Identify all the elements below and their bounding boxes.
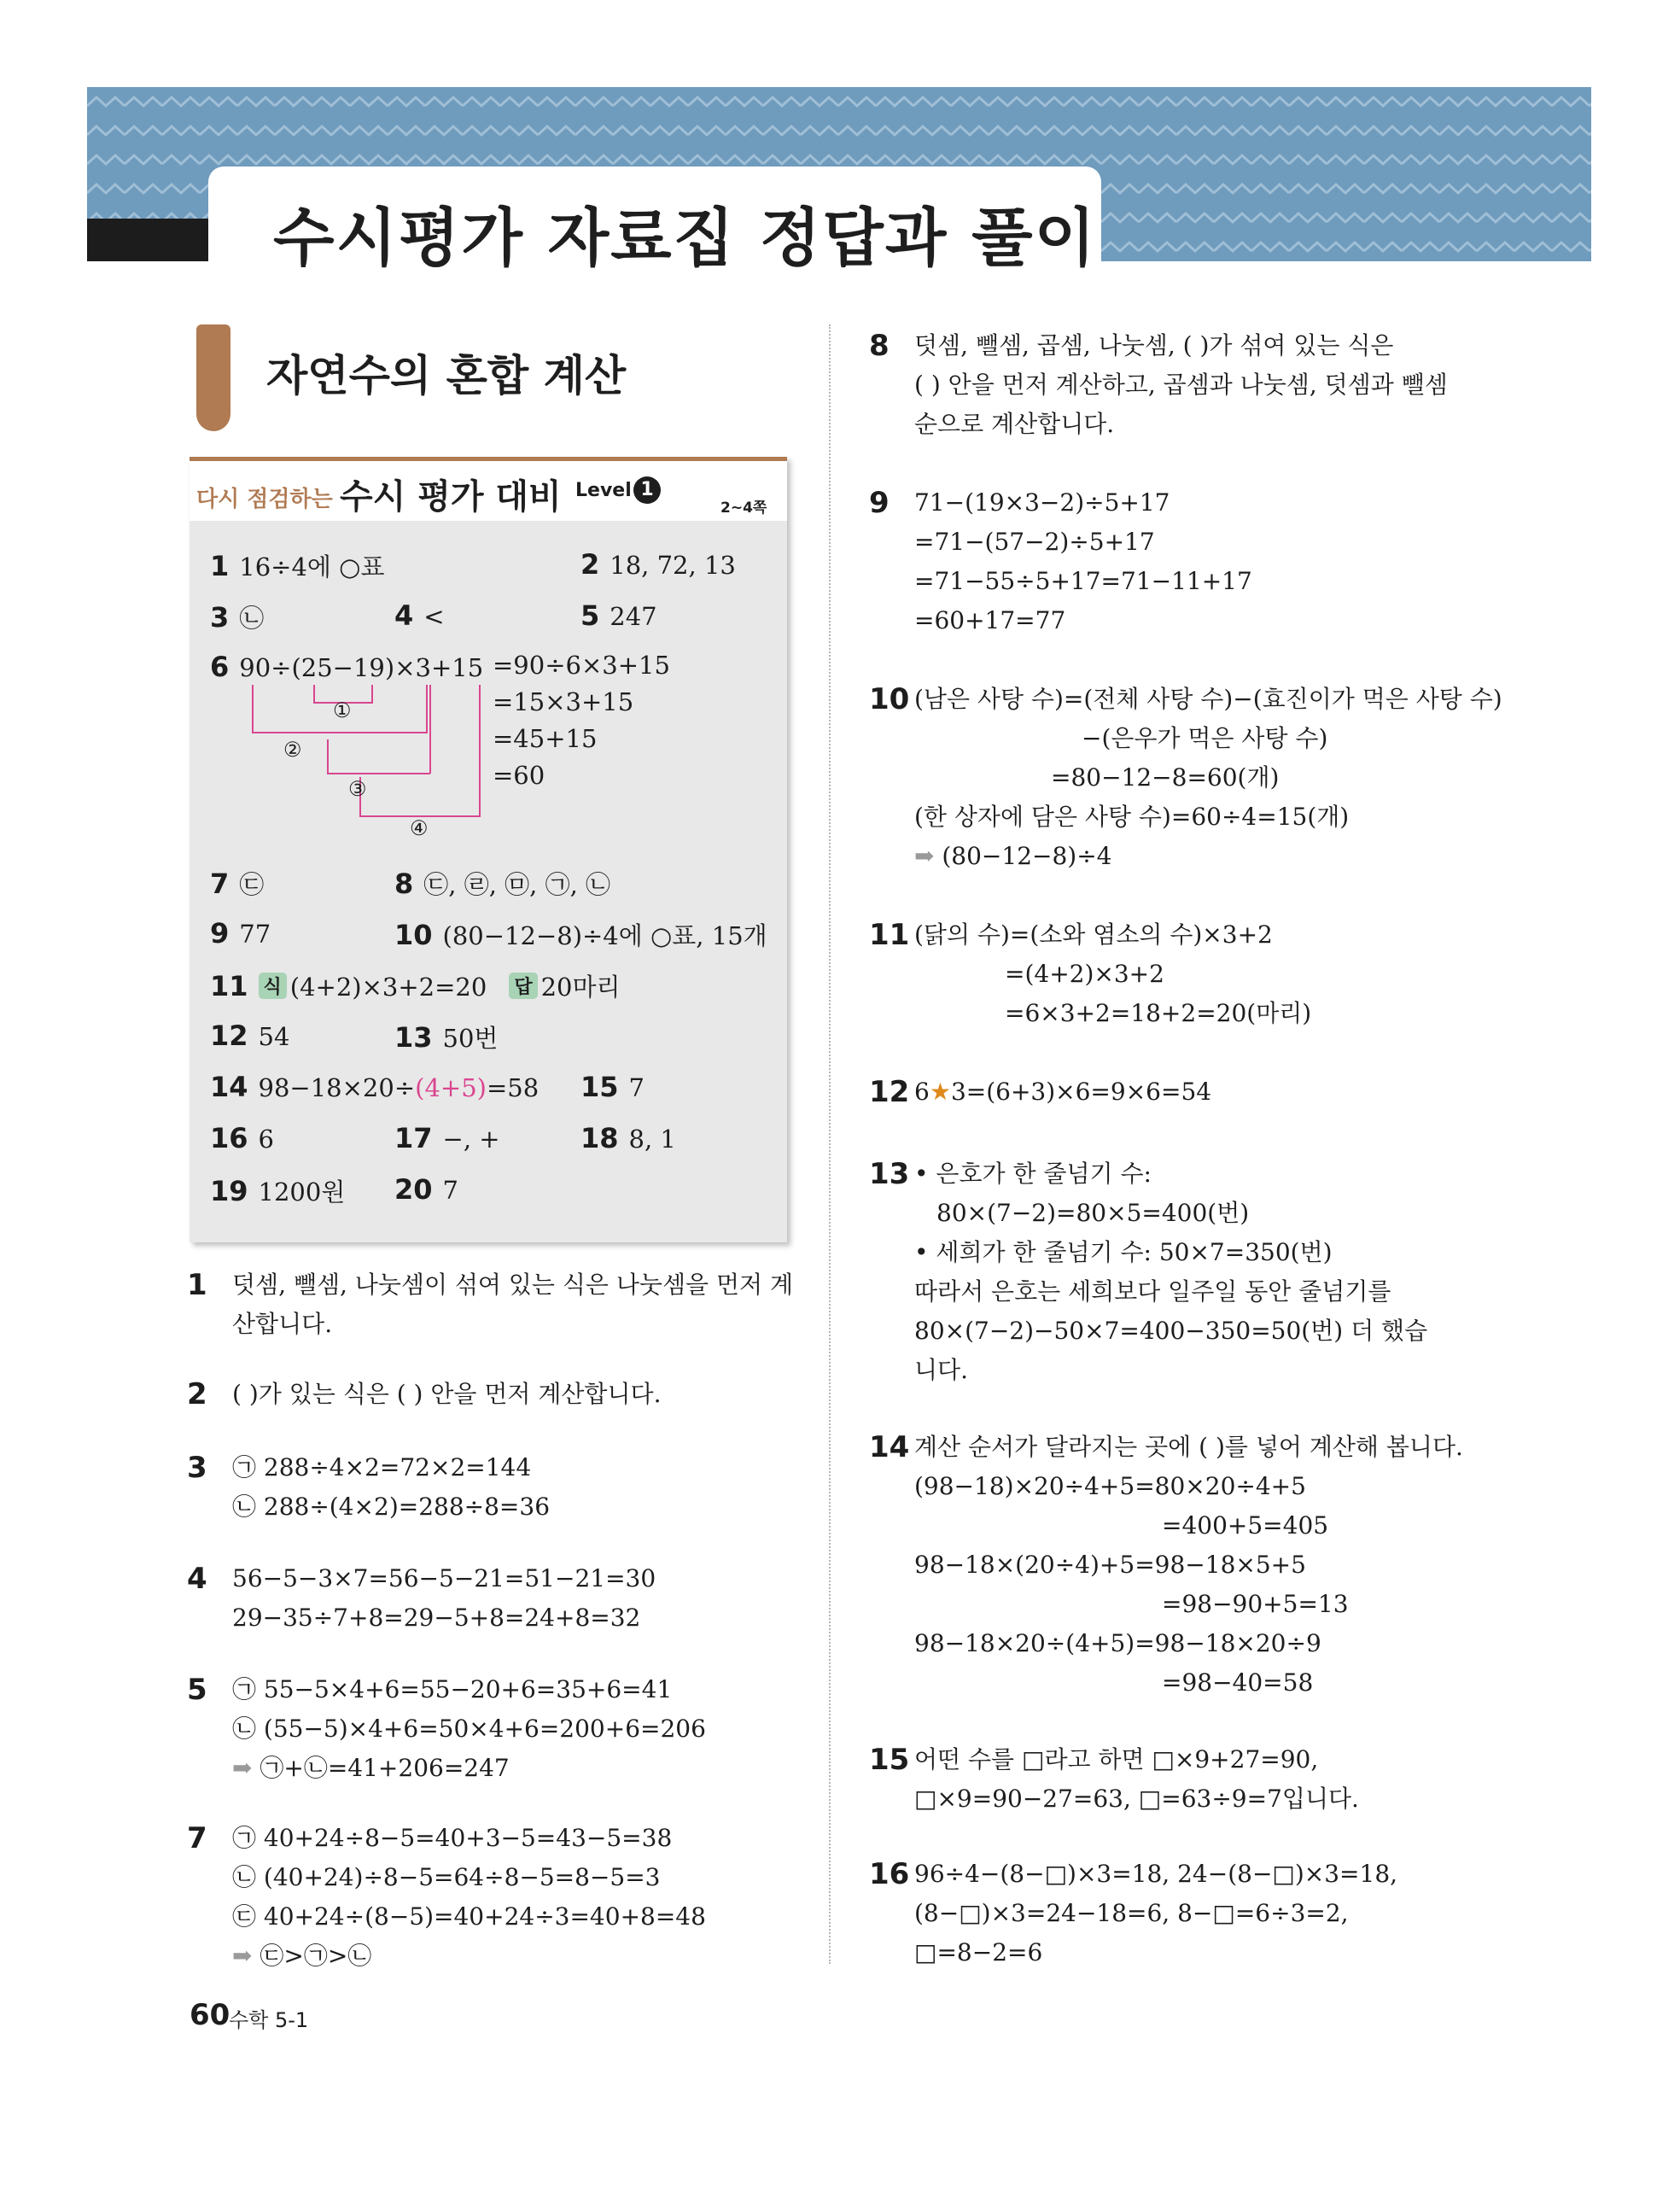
book-name: 수학 5-1 [229,2008,309,2032]
box-level-label: Level [575,480,632,501]
answer-3: 3 ㉡ [210,601,265,634]
answer-2: 2 18, 72, 13 [580,548,736,581]
answer-summary-box [190,457,787,1242]
explanation-8: 8 덧셈, 뺄셈, 곱셈, 나눗셈, ( )가 섞여 있는 식은 ( ) 안을 먼저 계산하고, 곱셈과 나눗셈, 덧셈과 뺄셈 순으로 계산합니다. [869,329,1448,438]
answer-6-step: =60 [493,761,545,790]
explanation-5: 5 ㉠ 55−5×4+6=55−20+6=35+6=41 ㉡ (55−5)×4+6=50×4+6=200+6=206 ➡ ㉠+㉡=41+206=247 [187,1673,706,1782]
order-brackets [190,461,787,888]
chapter-number-mark [196,324,230,431]
answer-19: 19 1200원 [210,1175,346,1207]
answer-6-step: =90÷6×3+15 [493,651,670,680]
answer-6-expression: 90÷(25−19)×3+15 [239,653,484,682]
answer-8: 8 ㉢, ㉣, ㉤, ㉠, ㉡ [394,868,611,900]
arrow-right-icon: ➡ [232,1942,253,1970]
explanation-15: 15 어떤 수를 □라고 하면 □×9+27=90, □×9=90−27=63, □=63÷9=7입니다. [869,1743,1359,1813]
star-icon: ★ [929,1078,951,1106]
banner-dark-bar [87,219,215,261]
answer-13: 13 50번 [394,1021,499,1054]
answer-7: 7 ㉢ [210,868,265,900]
answer-18: 18 8, 1 [580,1122,676,1154]
answer-1: 1 16÷4에 ○표 [210,550,385,582]
order-mark-3: ③ [348,777,367,801]
chapter-title: 자연수의 혼합 계산 [266,351,627,400]
answer-10: 10 (80−12−8)÷4에 ○표, 15개 [394,919,767,951]
answer-tag: 답 [509,973,537,999]
highlighted-parentheses: (4+5) [415,1073,487,1102]
answer-4: 4 < [394,599,445,632]
answer-6: 6 90÷(25−19)×3+15 [210,651,484,683]
order-mark-4: ④ [410,816,429,840]
explanation-7: 7 ㉠ 40+24÷8−5=40+3−5=43−5=38 ㉡ (40+24)÷8−5=64÷8−5=8−5=3 ㉢ 40+24÷(8−5)=40+24÷3=40+8=48 ➡ ㉢>㉠>㉡ [187,1821,706,1970]
box-prefix: 다시 점검하는 [196,487,333,512]
explanation-9: 9 71−(19×3−2)÷5+17 =71−(57−2)÷5+17 =71−55÷5+17=71−11+17 =60+17=77 [869,486,1252,634]
answer-6-step: =45+15 [493,724,598,753]
explanation-1: 1 덧셈, 뺄셈, 나눗셈이 섞여 있는 식은 나눗셈을 먼저 계 산합니다. [187,1268,794,1338]
order-mark-2: ② [283,738,302,762]
explanation-2: 2 ( )가 있는 식은 ( ) 안을 먼저 계산합니다. [187,1377,662,1411]
column-divider [829,324,831,1964]
answer-9: 9 77 [210,917,271,949]
explanation-11: 11 (닭의 수)=(소와 염소의 수)×3+2 =(4+2)×3+2 =6×3+2=18+2=20(마리) [869,918,1312,1027]
answer-17: 17 −, + [394,1122,500,1154]
answer-12: 12 54 [210,1020,290,1052]
explanation-12: 12 6★3=(6+3)×6=9×6=54 [869,1075,1212,1109]
explanation-4: 4 56−5−3×7=56−5−21=51−21=30 29−35÷7+8=29−5+8=24+8=32 [187,1562,656,1632]
explanation-10: 10 (남은 사탕 수)=(전체 사탕 수)−(효진이가 먹은 사탕 수) −(은우가 먹은 사탕 수) =80−12−8=60(개) (한 상자에 담은 사탕 수)=60÷4=15(개) ➡ (80−12−8)÷4 [869,682,1502,870]
arrow-right-icon: ➡ [232,1754,253,1782]
formula-tag: 식 [259,973,287,999]
explanation-14: 14 계산 순서가 달라지는 곳에 ( )를 넣어 계산해 봅니다. (98−18)×20÷4+5=80×20÷4+5 =400+5=405 98−18×(20÷4)+5=98−18×5+5 =98−90+5=13 98−18×20÷(4+5)=98−18×20÷9 =98−40=58 [869,1430,1463,1697]
explanation-13: 13 • 은호가 한 줄넘기 수: 80×(7−2)=80×5=400(번) • 세희가 한 줄넘기 수: 50×7=350(번) 따라서 은호는 세희보다 일주일 동안 줄넘기를 80×(7−2)−50×7=400−350=50(번) 더 했습 니다. [869,1157,1428,1384]
answer-14: 14 98−18×20÷(4+5)=58 [210,1071,540,1103]
explanation-16: 16 96÷4−(8−□)×3=18, 24−(8−□)×3=18, (8−□)×3=24−18=6, 8−□=6÷3=2, □=8−2=6 [869,1857,1398,1966]
answer-5: 5 247 [580,599,657,632]
answer-20: 20 7 [394,1173,458,1206]
answer-16: 16 6 [210,1122,274,1154]
explanation-3: 3 ㉠ 288÷4×2=72×2=144 ㉡ 288÷(4×2)=288÷8=36 [187,1451,551,1521]
level-badge: 1 [633,476,661,504]
answer-11: 11 식 (4+2)×3+2=20 답 20마리 [210,970,621,1002]
page-number: 60 [190,1998,230,2032]
order-mark-1: ① [333,698,352,722]
box-page-range: 2~4쪽 [720,500,767,517]
answer-6-step: =15×3+15 [493,687,634,716]
arrow-right-icon: ➡ [914,842,935,870]
answer-15: 15 7 [580,1071,645,1103]
page-title: 수시평가 자료집 정답과 풀이 [273,202,1098,275]
box-title: 수시 평가 대비 [340,477,562,517]
